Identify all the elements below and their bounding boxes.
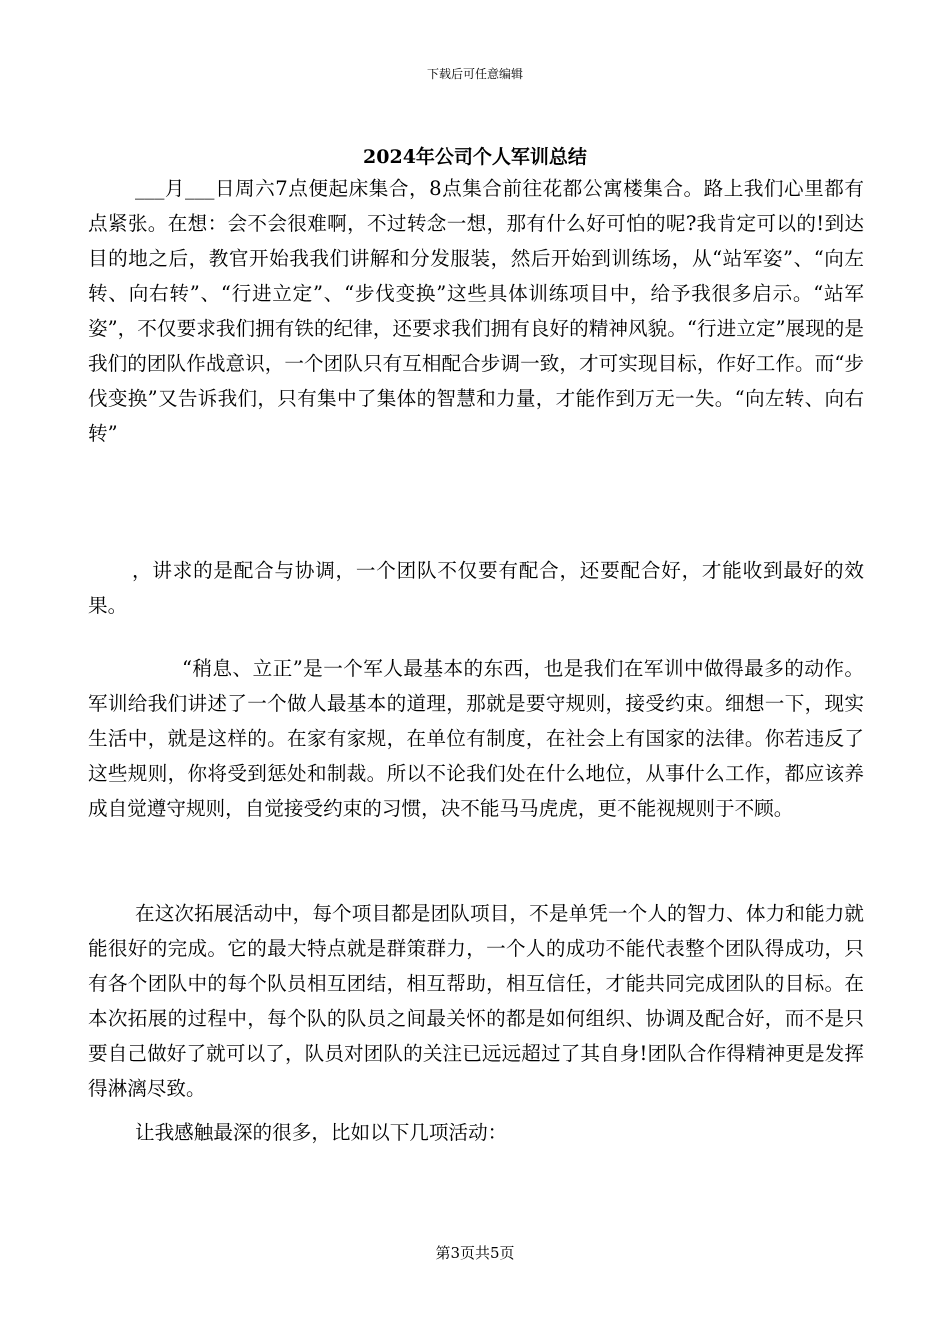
document-title: 2024年公司个人军训总结 <box>363 146 587 168</box>
paragraph-1: ___月___日周六7点便起床集合，8点集合前往花都公寓楼集合。路上我们心里都有点紧张。在想：会不会很难啊，不过转念一想，那有什么好可怕的呢?我肯定可以的!到达目的地之后，教官开始我我们讲解和分发服装，然后开始到训练场，从“站军姿”、“向左转、向右转”、“行进立定”、“步伐变换”这些具体训练项目中，给予我很多启示。“站军姿”，不仅要求我们拥有铁的纪律，还要求我们拥有良好的精神风貌。“行进立定”展现的是我们的团队作战意识，一个团队只有互相配合步调一致，才可实现目标，作好工作。而“步伐变换”又告诉我们，只有集中了集体的智慧和力量，才能作到万无一失。“向左转、向右转” <box>88 177 864 445</box>
page-number: 第3页共5页 <box>435 1244 515 1262</box>
header-note: 下载后可任意编辑 <box>426 67 523 81</box>
paragraph-3: “稍息、立正”是一个军人最基本的东西，也是我们在军训中做得最多的动作。军训给我们讲述了一个做人最基本的道理，那就是要守规则，接受约束。细想一下，现实生活中，就是这样的。在家有家规，在单位有制度，在社会上有国家的法律。你若违反了这些规则，你将受到惩处和制裁。所以不论我们处在什么地位，从事什么工作，都应该养成自觉遵守规则，自觉接受约束的习惯，决不能马马虎虎，更不能视规则于不顾。 <box>88 657 864 820</box>
paragraph-4: 在这次拓展活动中，每个项目都是团队项目，不是单凭一个人的智力、体力和能力就能很好的完成。它的最大特点就是群策群力，一个人的成功不能代表整个团队得成功，只有各个团队中的每个队员相互团结，相互帮助，相互信任，才能共同完成团队的目标。在本次拓展的过程中，每个队的队员之间最关怀的都是如何组织、协调及配合好，而不是只要自己做好了就可以了，队员对团队的关注已远远超过了其自身!团队合作得精神更是发挥得淋漓尽致。 <box>88 902 864 1100</box>
paragraph-5: 让我感触最深的很多，比如以下几项活动： <box>135 1121 508 1144</box>
paragraph-2: ，讲求的是配合与协调，一个团队不仅要有配合，还要配合好，才能收到最好的效果。 <box>88 559 864 617</box>
